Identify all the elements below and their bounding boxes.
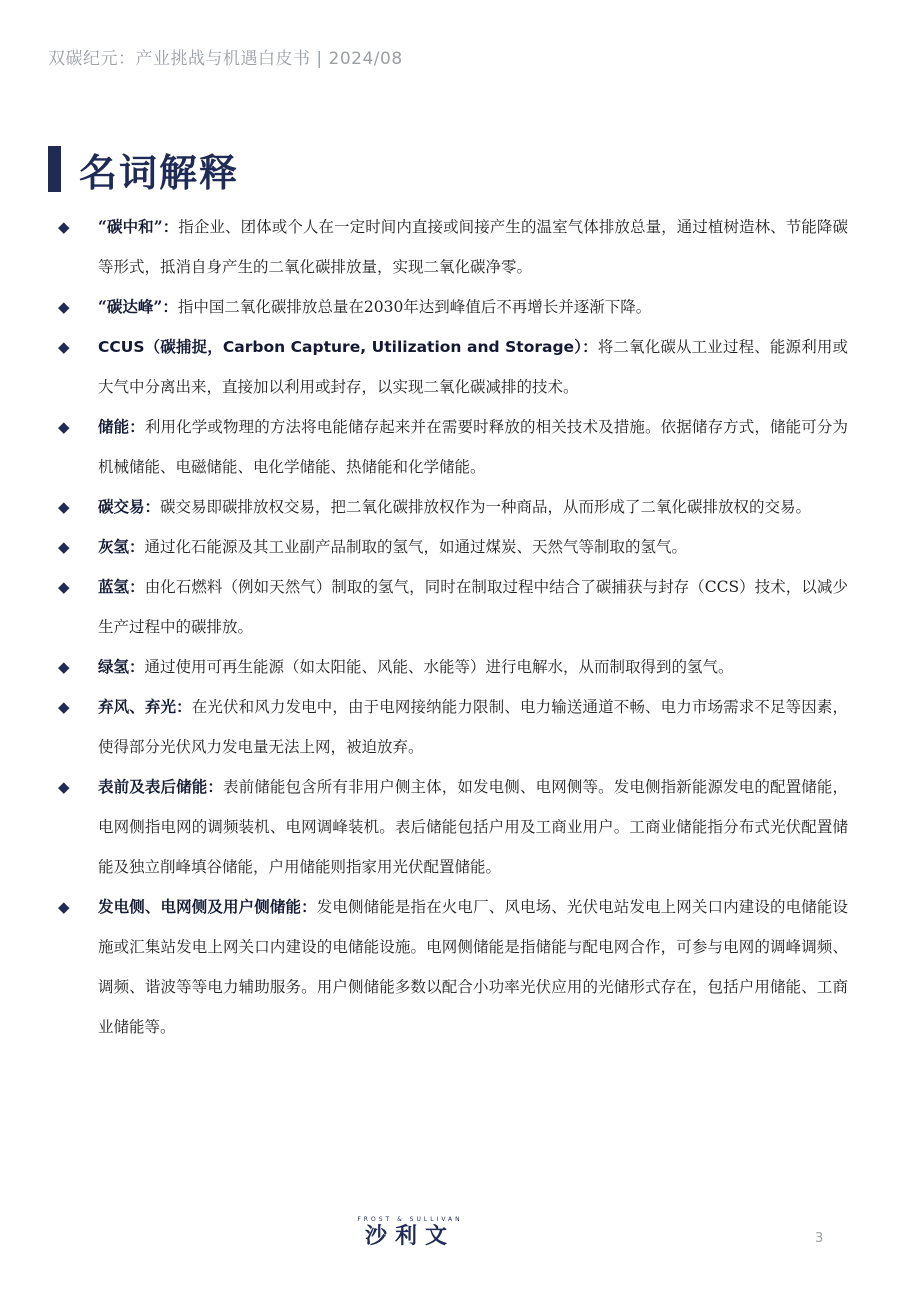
term-separator: ： bbox=[176, 697, 192, 716]
section-heading bbox=[48, 145, 239, 193]
term-description: 将二氧化碳从工业过程、能源利用或大气中分离出来，直接加以利用或封存，以实现二氧化碳减排的技术。 bbox=[98, 338, 848, 396]
term-name: “碳中和” bbox=[98, 217, 163, 236]
term-separator: ： bbox=[129, 537, 145, 556]
glossary-item bbox=[58, 287, 848, 327]
term-description: 表前储能包含所有非用户侧主体，如发电侧、电网侧等。发电侧指新能源发电的配置储能，电网侧指电网的调频装机、电网调峰装机。表后储能包括户用及工商业用户。工商业储能指分布式光伏配置储能及独立削峰填谷储能，户用储能则指家用光伏配置储能。 bbox=[98, 778, 848, 876]
diamond-bullet-icon: ◆ bbox=[58, 698, 70, 716]
term-name: 发电侧、电网侧及用户侧储能 bbox=[98, 897, 302, 916]
glossary-item bbox=[58, 767, 848, 887]
term-separator: ： bbox=[162, 217, 179, 236]
section-title: 名词解释 bbox=[79, 149, 240, 195]
diamond-bullet-icon: ◆ bbox=[58, 578, 70, 596]
diamond-bullet-icon: ◆ bbox=[58, 778, 70, 796]
term-name: 蓝氢 bbox=[98, 577, 130, 596]
term-separator: ： bbox=[207, 777, 224, 796]
term-description: 利用化学或物理的方法将电能储存起来并在需要时释放的相关技术及措施。依据储存方式，储能可分为机械储能、电磁储能、电化学储能、热储能和化学储能。 bbox=[98, 418, 848, 476]
glossary-item bbox=[58, 207, 848, 287]
page-number: 3 bbox=[815, 1231, 824, 1246]
glossary-item bbox=[58, 567, 848, 647]
diamond-bullet-icon: ◆ bbox=[58, 218, 70, 236]
diamond-bullet-icon: ◆ bbox=[58, 898, 70, 916]
term-description: 通过使用可再生能源（如太阳能、风能、水能等）进行电解水，从而制取得到的氢气。 bbox=[144, 658, 734, 676]
term-separator: ： bbox=[144, 497, 161, 516]
logo-wordmark: 沙利文 bbox=[364, 1224, 455, 1249]
term-description: 碳交易即碳排放权交易，把二氧化碳排放权作为一种商品，从而形成了二氧化碳排放权的交易。 bbox=[160, 498, 812, 516]
term-description: 指中国二氧化碳排放总量在2030年达到峰值后不再增长并逐渐下降。 bbox=[177, 298, 652, 316]
frost-sullivan-logo bbox=[348, 1216, 472, 1250]
glossary-item bbox=[58, 647, 848, 687]
term-description: 由化石燃料（例如天然气）制取的氢气，同时在制取过程中结合了碳捕获与封存（CCS）技术，以减少生产过程中的碳排放。 bbox=[98, 578, 848, 636]
document-header: 双碳纪元：产业挑战与机遇白皮书 | 2024/08 bbox=[48, 49, 403, 69]
term-name: 碳交易 bbox=[98, 497, 145, 516]
glossary-item bbox=[58, 487, 848, 527]
term-separator: ： bbox=[129, 577, 145, 596]
term-name: 灰氢 bbox=[98, 537, 130, 556]
term-name: 弃风、弃光 bbox=[98, 697, 177, 716]
diamond-bullet-icon: ◆ bbox=[58, 658, 70, 676]
glossary-list bbox=[58, 207, 848, 1047]
glossary-item bbox=[58, 887, 848, 1047]
diamond-bullet-icon: ◆ bbox=[58, 338, 70, 356]
term-separator: ： bbox=[129, 417, 145, 436]
diamond-bullet-icon: ◆ bbox=[58, 538, 70, 556]
diamond-bullet-icon: ◆ bbox=[58, 418, 70, 436]
term-name: 储能 bbox=[98, 417, 130, 436]
term-description: 指企业、团体或个人在一定时间内直接或间接产生的温室气体排放总量，通过植树造林、节能降碳等形式，抵消自身产生的二氧化碳排放量，实现二氧化碳净零。 bbox=[98, 218, 848, 276]
glossary-item bbox=[58, 527, 848, 567]
diamond-bullet-icon: ◆ bbox=[58, 298, 70, 316]
glossary-item bbox=[58, 407, 848, 487]
term-name: 绿氢 bbox=[98, 657, 130, 676]
title-accent-bar bbox=[48, 146, 61, 192]
term-separator: ： bbox=[129, 657, 145, 676]
term-description: 发电侧储能是指在火电厂、风电场、光伏电站发电上网关口内建设的电储能设施或汇集站发电上网关口内建设的电储能设施。电网侧储能是指储能与配电网合作，可参与电网的调峰调频、调频、谐波等等电力辅助服务。用户侧储能多数以配合小功率光伏应用的光储形式存在，包括户用储能、工商业储能等。 bbox=[98, 898, 848, 1036]
term-description: 通过化石能源及其工业副产品制取的氢气，如通过煤炭、天然气等制取的氢气。 bbox=[144, 538, 688, 556]
glossary-item bbox=[58, 327, 848, 407]
logo-subtitle: FROST & SULLIVAN bbox=[357, 1216, 463, 1223]
term-name: 表前及表后储能 bbox=[98, 777, 208, 796]
term-name: CCUS（碳捕捉，Carbon Capture, Utilization and Storage） bbox=[98, 338, 583, 356]
term-separator: ： bbox=[582, 337, 598, 356]
term-name: “碳达峰” bbox=[98, 297, 163, 316]
glossary-item bbox=[58, 687, 848, 767]
term-separator: ： bbox=[162, 297, 178, 316]
term-separator: ： bbox=[301, 897, 317, 916]
term-description: 在光伏和风力发电中，由于电网接纳能力限制、电力输送通道不畅、电力市场需求不足等因素，使得部分光伏风力发电量无法上网，被迫放弃。 bbox=[98, 698, 848, 756]
diamond-bullet-icon: ◆ bbox=[58, 498, 70, 516]
